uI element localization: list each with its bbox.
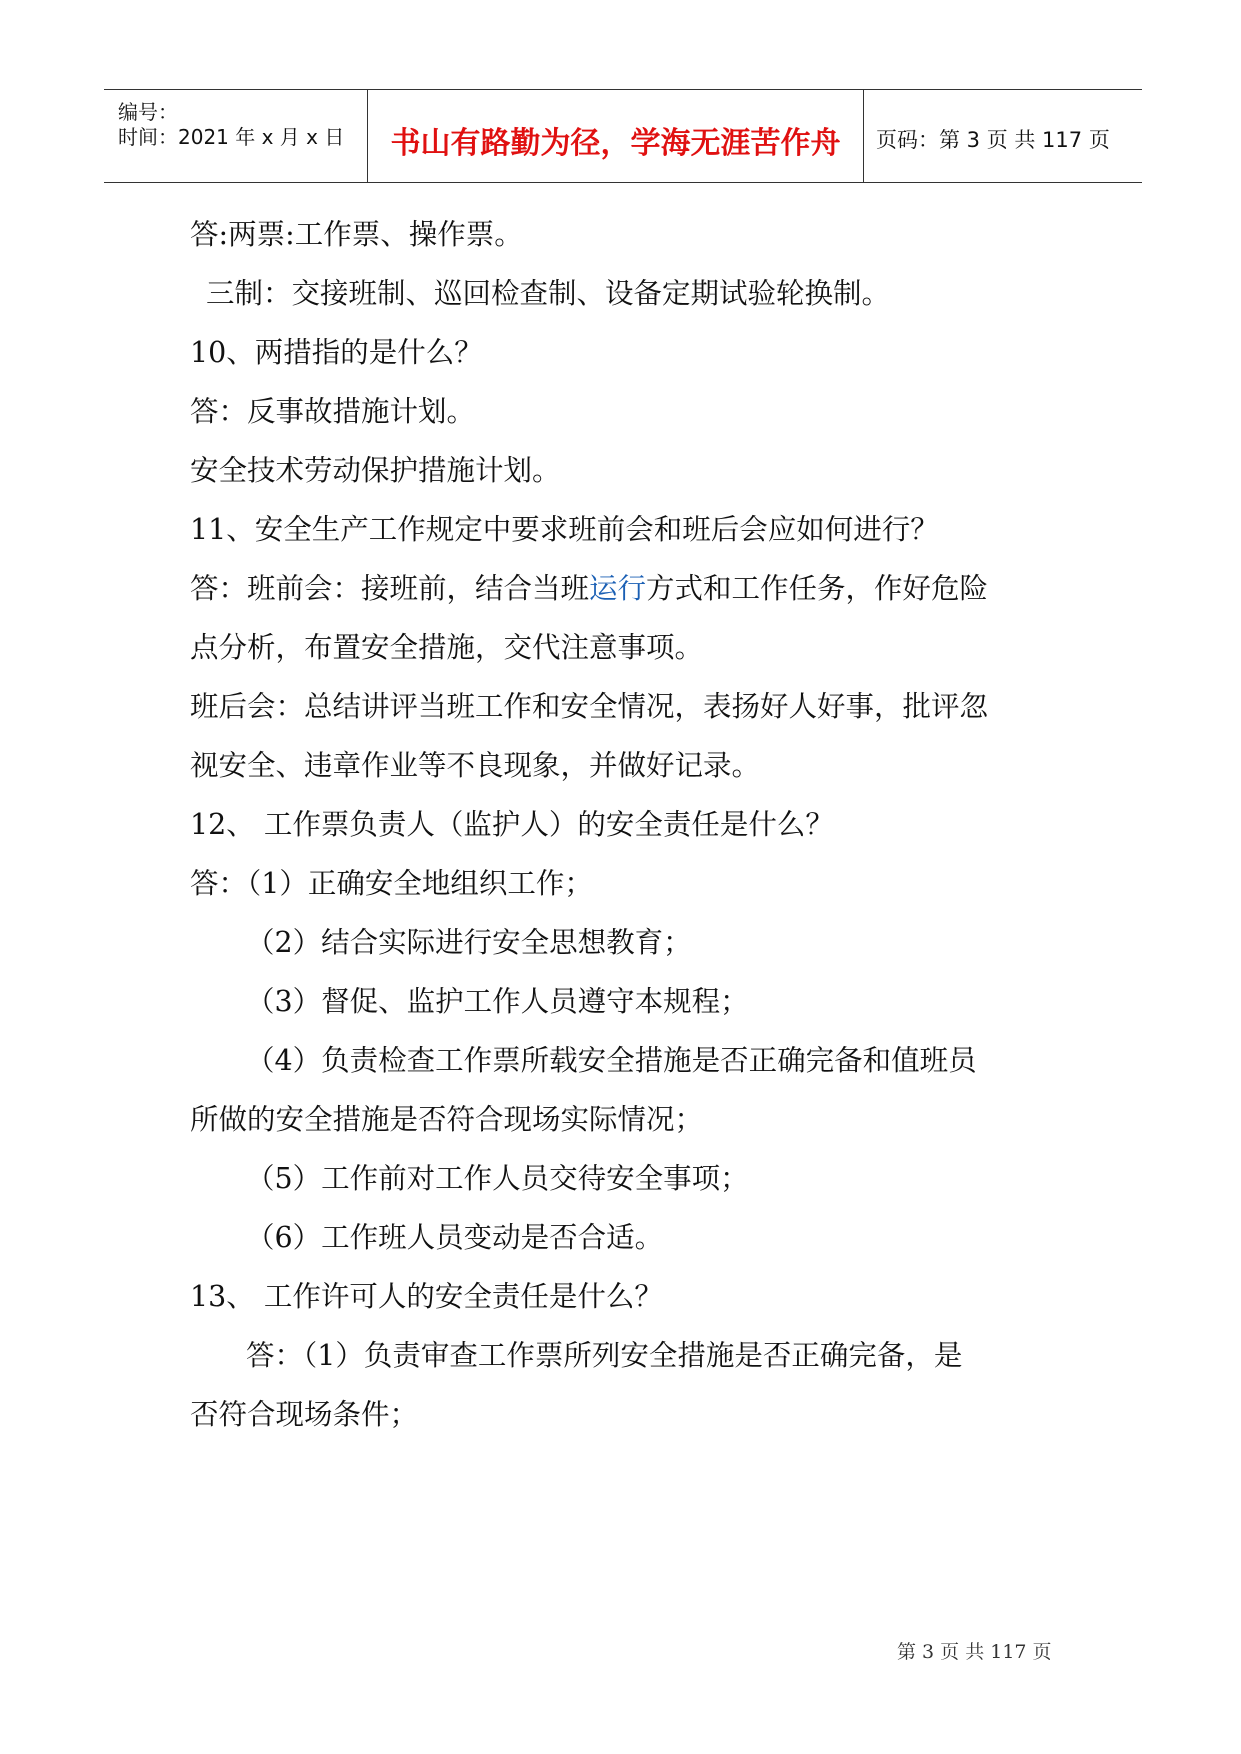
answer-item: （6）工作班人员变动是否合适。 (246, 1221, 664, 1254)
answer-line: 三制：交接班制、巡回检查制、设备定期试验轮换制。 (206, 277, 891, 310)
answer-item: 答：（1）负责审查工作票所列安全措施是否正确完备，是 (246, 1339, 963, 1372)
answer-line: 答：反事故措施计划。 (190, 395, 476, 428)
page-footer: 第 3 页 共 117 页 (897, 1641, 1052, 1663)
answer-line: 视安全、违章作业等不良现象，并做好记录。 (190, 749, 761, 782)
answer-line: 答:两票:工作票、操作票。 (190, 218, 523, 251)
answer-line: 点分析，布置安全措施，交代注意事项。 (190, 631, 704, 664)
answer-line: 班后会：总结讲评当班工作和安全情况，表扬好人好事，批评忽 (190, 690, 989, 723)
question-12: 12、 工作票负责人（监护人）的安全责任是什么？ (190, 808, 834, 841)
question-13: 13、 工作许可人的安全责任是什么？ (190, 1280, 663, 1313)
header-motto: 书山有路勤为径，学海无涯苦作舟 (390, 126, 841, 161)
header-page-code: 页码：第 3 页 共 117 页 (876, 128, 1110, 152)
doc-time-label: 时间：2021 年 x 月 x 日 (118, 125, 345, 149)
answer-item: 否符合现场条件； (190, 1398, 419, 1431)
answer-item: 答：（1）正确安全地组织工作； (190, 867, 593, 900)
question-10: 10、两措指的是什么？ (190, 336, 483, 369)
question-11: 11、安全生产工作规定中要求班前会和班后会应如何进行？ (190, 513, 939, 546)
answer-line: 安全技术劳动保护措施计划。 (190, 454, 561, 487)
answer-item: （4）负责检查工作票所载安全措施是否正确完备和值班员 (246, 1044, 977, 1077)
page-header (104, 89, 1142, 183)
answer-item: （3）督促、监护工作人员遵守本规程； (246, 985, 749, 1018)
doc-number-label: 编号： (118, 100, 178, 124)
answer-text: 方式和工作任务，作好危险 (646, 572, 989, 605)
header-meta-cell (104, 90, 368, 182)
answer-item: （2）结合实际进行安全思想教育； (246, 926, 692, 959)
answer-item: （5）工作前对工作人员交待安全事项； (246, 1162, 749, 1195)
header-page-cell (864, 90, 1142, 182)
answer-line (190, 569, 988, 609)
operation-link[interactable]: 运行 (589, 572, 647, 605)
answer-text: 答：班前会：接班前，结合当班 (190, 572, 590, 605)
answer-item: 所做的安全措施是否符合现场实际情况； (190, 1103, 704, 1136)
header-motto-cell (368, 90, 864, 182)
